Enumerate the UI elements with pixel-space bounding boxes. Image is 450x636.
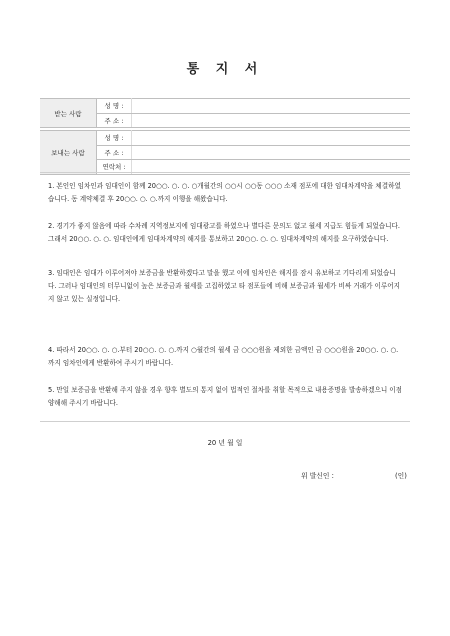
sender-phone-label: 연락처 : xyxy=(97,160,132,175)
sender-address-field[interactable] xyxy=(132,145,411,160)
sender-name-field[interactable] xyxy=(132,131,411,146)
sender-name-label: 성 명 : xyxy=(97,131,132,146)
sender-address-label: 주 소 : xyxy=(97,145,132,160)
receiver-name-label: 성 명 : xyxy=(97,99,132,114)
sender-name-row xyxy=(40,131,410,146)
sender-signature-label: 위 발신인 : xyxy=(301,472,334,480)
document-title: 통 지 서 xyxy=(186,62,264,77)
date-line: 20 년 월 일 xyxy=(207,439,243,447)
sender-label: 보내는 사람 xyxy=(40,131,97,175)
notice-body xyxy=(40,172,410,422)
receiver-address-field[interactable] xyxy=(132,113,411,128)
receiver-name-field[interactable] xyxy=(132,99,411,114)
party-info-table xyxy=(40,98,410,175)
paragraph-5: 5. 만일 보증금을 반환해 주지 않을 경우 향후 별도의 통지 없이 법적인 절차를 취할 목적으로 내용증명을 발송하겠으니 이점 양해해 주시기 바랍니다. xyxy=(48,386,403,407)
paragraph-2: 2. 경기가 좋지 않음에 따라 수차례 지역정보지에 임대광고를 하였으나 별다른 문의도 없고 월세 지급도 힘들게 되었습니다. 그래서 20○○. ○. ○. 임대인에게 임대차계약의 해지를 통보하고 20○○. ○. ○. 임대차계약의 해지를 요구하였습니다. xyxy=(48,222,400,243)
seal-mark: (인) xyxy=(395,472,407,480)
paragraph-3: 3. 임대인은 임대가 이루어져야 보증금을 반환하겠다고 말을 했고 이에 임차인은 해지를 잠시 유보하고 기다리게 되었습니다. 그러나 임대인의 터무니없이 높은 보증금과 월세를 고집하였고 타 점포들에 비해 보증금과 월세가 비싸 거래가 이루어지지 않고 있는 실정입니다. xyxy=(48,269,401,303)
paragraph-1: 1. 본인인 임차인과 임대인이 함께 20○○. ○. ○. ○개월간의 ○○시 ○○동 ○○○ 소재 점포에 대한 임대차계약을 체결하였습니다. 동 계약체결 후 20○○. ○. ○.까지 이행을 해왔습니다. xyxy=(48,182,401,203)
receiver-label: 받는 사람 xyxy=(40,99,97,128)
receiver-name-row xyxy=(40,99,410,114)
receiver-address-label: 주 소 : xyxy=(97,113,132,128)
paragraph-4: 4. 따라서 20○○. ○. ○.부터 20○○. ○. ○.까지 ○월간의 월세 금 ○○○원을 제외한 금액인 금 ○○○원을 20○○. ○. ○.까지 임차인에게 반환하여 주시기 바랍니다. xyxy=(48,346,399,367)
